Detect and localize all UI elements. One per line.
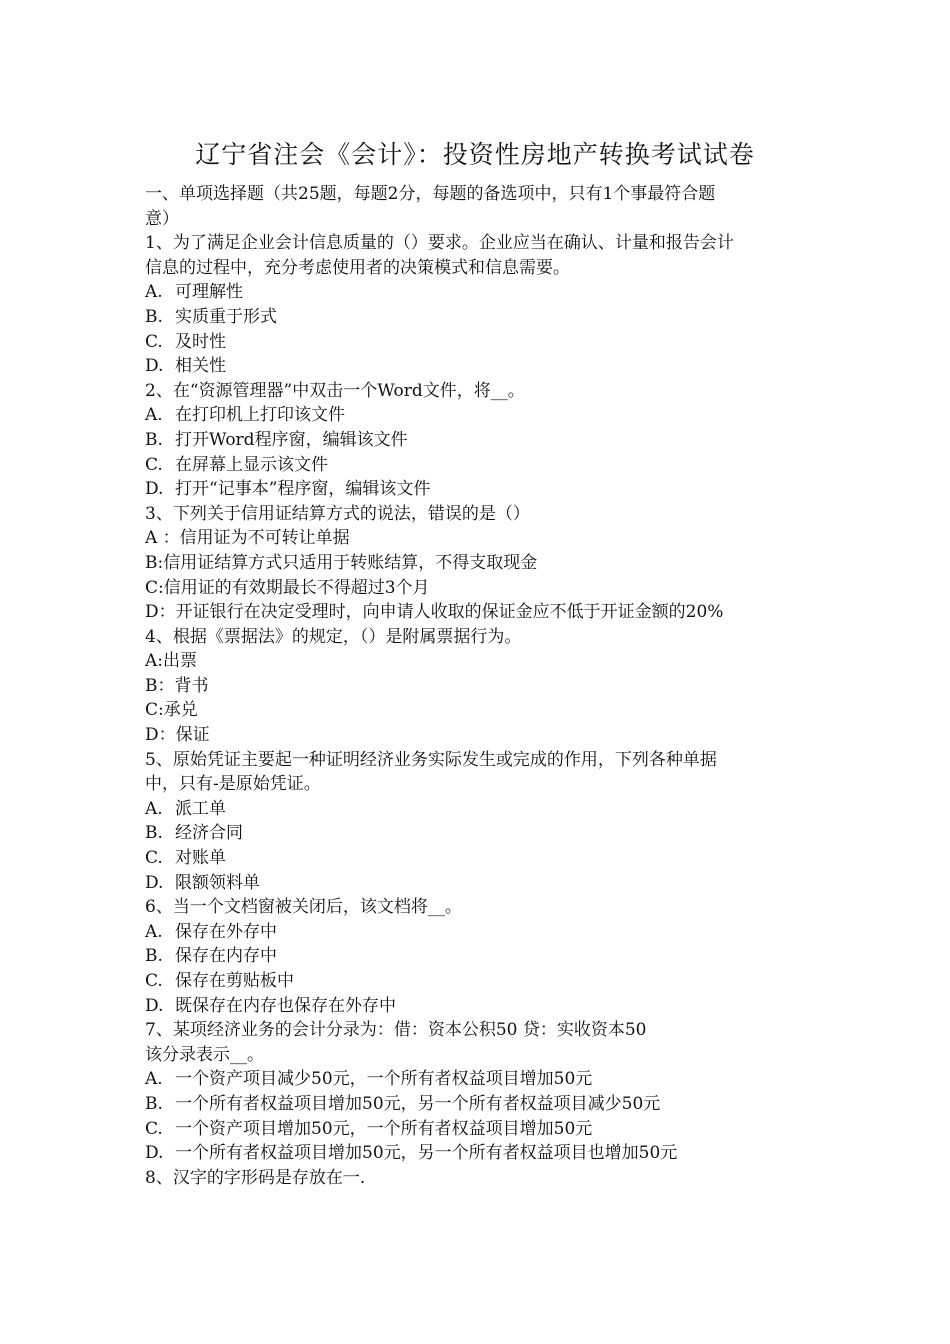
text-line — [145, 871, 825, 896]
line-text: 8、汉字的字形码是存放在一. — [145, 1167, 366, 1188]
line-text: 信息的过程中，充分考虑使用者的决策模式和信息需要。 — [145, 257, 570, 278]
line-text: 保存在内存中 — [175, 946, 277, 967]
line-text: 2、在“资源管理器”中双击一个Word文件，将__。 — [145, 380, 525, 401]
text-line — [145, 231, 825, 256]
option-letter: D. — [145, 479, 164, 500]
line-text: 该分录表示__。 — [145, 1044, 264, 1065]
line-text: A ：信用证为不可转让单据 — [145, 528, 350, 549]
option-letter: C. — [145, 848, 163, 869]
line-text: C:信用证的有效期最长不得超过3个月 — [145, 577, 430, 598]
option-letter: C. — [145, 1118, 163, 1139]
option-letter: B. — [145, 1093, 163, 1114]
text-line — [145, 280, 825, 305]
option-letter: D. — [145, 872, 164, 893]
line-text: 6、当一个文档窗被关闭后，该文档将__。 — [145, 897, 462, 918]
option-letter: B. — [145, 306, 163, 327]
line-text: 3、下列关于信用证结算方式的说法，错误的是（） — [145, 503, 530, 524]
text-line — [145, 821, 825, 846]
line-text: 及时性 — [175, 331, 226, 352]
text-line — [145, 1166, 825, 1191]
line-text: 相关性 — [175, 356, 226, 377]
text-line — [145, 330, 825, 355]
text-line — [145, 403, 825, 428]
line-text: 意） — [145, 208, 179, 229]
option-letter: B. — [145, 429, 163, 450]
text-line — [145, 502, 825, 527]
text-line — [145, 600, 825, 625]
option-letter: D. — [145, 356, 164, 377]
line-text: 保存在外存中 — [175, 921, 277, 942]
option-letter: A. — [145, 282, 163, 303]
option-letter: A. — [145, 798, 163, 819]
line-text: C:承兑 — [145, 700, 198, 721]
text-line — [145, 649, 825, 674]
text-line — [145, 207, 825, 232]
text-line — [145, 1141, 825, 1166]
text-line — [145, 994, 825, 1019]
option-letter: B. — [145, 946, 163, 967]
line-text: 中，只有-是原始凭证。 — [145, 774, 321, 795]
line-text: 对账单 — [175, 848, 226, 869]
option-letter: D. — [145, 995, 164, 1016]
line-text: A:出票 — [145, 651, 198, 672]
line-text: 一、单项选择题（共25题，每题2分，每题的备选项中，只有1个事最符合题 — [145, 184, 716, 204]
line-text: D：保证 — [145, 725, 210, 746]
text-line — [145, 305, 825, 330]
text-line — [145, 748, 825, 773]
text-line — [145, 674, 825, 699]
option-letter: C. — [145, 971, 163, 991]
option-letter: C. — [145, 331, 163, 352]
line-text: 一个资产项目增加50元，一个所有者权益项目增加50元 — [175, 1118, 593, 1139]
text-line — [145, 846, 825, 871]
option-letter: C. — [145, 454, 163, 475]
option-letter: A. — [145, 921, 163, 942]
line-text: 一个资产项目减少50元，一个所有者权益项目增加50元 — [175, 1069, 593, 1090]
text-line — [145, 698, 825, 723]
document-title: 辽宁省注会《会计》：投资性房地产转换考试试卷 — [195, 140, 755, 169]
text-line — [145, 379, 825, 404]
line-text: 5、原始凭证主要起一种证明经济业务实际发生或完成的作用，下列各种单据 — [145, 749, 717, 770]
document-body — [145, 182, 825, 1190]
text-line — [145, 354, 825, 379]
line-text: B:信用证结算方式只适用于转账结算，不得支取现金 — [145, 552, 538, 573]
text-line — [145, 772, 825, 797]
line-text: 7、某项经济业务的会计分录为：借：资本公积50 贷：实收资本50 — [145, 1020, 647, 1041]
text-line — [145, 1067, 825, 1092]
line-text: 打开“记事本”程序窗，编辑该文件 — [175, 479, 431, 500]
line-text: 派工单 — [175, 798, 226, 819]
line-text: 打开Word程序窗，编辑该文件 — [175, 429, 408, 450]
line-text: 一个所有者权益项目增加50元，另一个所有者权益项目减少50元 — [175, 1093, 661, 1114]
text-line — [145, 477, 825, 502]
option-letter: A. — [145, 405, 163, 426]
text-line — [145, 526, 825, 551]
text-line — [145, 428, 825, 453]
text-line — [145, 551, 825, 576]
text-line — [145, 1117, 825, 1142]
text-line — [145, 625, 825, 650]
text-line — [145, 1092, 825, 1117]
line-text: 可理解性 — [175, 282, 243, 303]
line-text: 在屏幕上显示该文件 — [175, 454, 328, 475]
line-text: 1、为了满足企业会计信息质量的（）要求。企业应当在确认、计量和报告会计 — [145, 233, 734, 254]
line-text: 限额领料单 — [175, 872, 260, 893]
option-letter: D. — [145, 1143, 164, 1164]
line-text: 一个所有者权益项目增加50元，另一个所有者权益项目也增加50元 — [175, 1143, 678, 1164]
text-line — [145, 895, 825, 920]
text-line — [145, 969, 825, 994]
line-text: 实质重于形式 — [175, 306, 277, 327]
text-line — [145, 723, 825, 748]
line-text: 经济合同 — [175, 823, 243, 844]
text-line — [145, 453, 825, 478]
text-line — [145, 1043, 825, 1068]
line-text: 在打印机上打印该文件 — [175, 405, 345, 426]
text-line — [145, 576, 825, 601]
line-text: 既保存在内存也保存在外存中 — [175, 995, 396, 1016]
text-line — [145, 797, 825, 822]
line-text: B：背书 — [145, 675, 209, 696]
line-text: 保存在剪贴板中 — [175, 971, 294, 991]
text-line — [145, 920, 825, 945]
option-letter: A. — [145, 1069, 163, 1090]
text-line — [145, 944, 825, 969]
option-letter: B. — [145, 823, 163, 844]
line-text: 4、根据《票据法》的规定，（）是附属票据行为。 — [145, 626, 522, 647]
line-text: D：开证银行在决定受理时，向申请人收取的保证金应不低于开证金额的20% — [145, 602, 724, 623]
text-line — [145, 182, 825, 207]
text-line — [145, 1018, 825, 1043]
text-line — [145, 256, 825, 281]
